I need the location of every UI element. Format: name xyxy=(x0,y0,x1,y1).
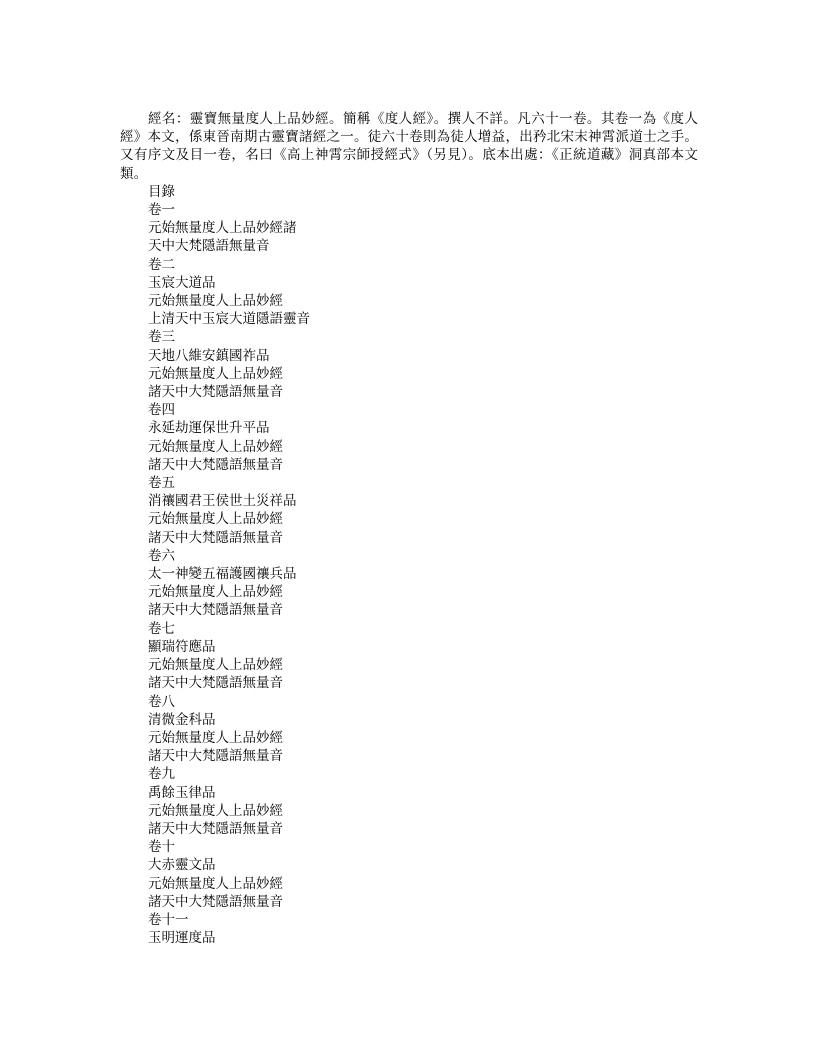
toc-line: 上清天中玉宸大道隱語靈音 xyxy=(148,311,310,328)
toc-line: 元始無量度人上品妙經 xyxy=(148,875,283,892)
toc-line: 卷四 xyxy=(148,402,175,419)
toc-line: 諸天中大梵隱語無量音 xyxy=(148,456,283,473)
toc-line: 卷六 xyxy=(148,547,175,564)
toc-line: 卷五 xyxy=(148,475,175,492)
table-of-contents xyxy=(120,183,698,948)
toc-line: 卷十 xyxy=(148,839,175,856)
toc-line: 禹餘玉律品 xyxy=(148,784,216,801)
toc-line: 卷七 xyxy=(148,620,175,637)
toc-line: 天地八維安鎮國祚品 xyxy=(148,347,270,364)
toc-line: 元始無量度人上品妙經 xyxy=(148,365,283,382)
intro-paragraph: 經名：靈寶無量度人上品妙經。簡稱《度人經》。撰人不詳。凡六十一卷。其卷一為《度人經》本文，係東晉南期古靈寶諸經之一。徒六十卷則為徒人增益，出矜北宋末神霄派道士之手。又有序文及目一卷，名曰《高上神霄宗師授經式》（另見）。底本出處：《正統道藏》洞真部本文類。 xyxy=(120,111,698,182)
toc-line: 諸天中大梵隱語無量音 xyxy=(148,384,283,401)
document-page xyxy=(120,110,698,947)
toc-line: 目錄 xyxy=(148,183,175,200)
toc-line: 清微金科品 xyxy=(148,711,216,728)
toc-line: 諸天中大梵隱語無量音 xyxy=(148,748,283,765)
toc-line: 顯瑞符應品 xyxy=(148,638,216,655)
toc-line: 諸天中大梵隱語無量音 xyxy=(148,602,283,619)
toc-line: 玉宸大道品 xyxy=(148,274,216,291)
toc-line: 大赤靈文品 xyxy=(148,857,216,874)
toc-line: 消禳國君王侯世土災祥品 xyxy=(148,493,297,510)
toc-line: 永延劫運保世升平品 xyxy=(148,420,270,437)
toc-line: 太一神變五福護國禳兵品 xyxy=(148,566,297,583)
toc-line: 元始無量度人上品妙經諸 xyxy=(148,220,297,237)
toc-line: 卷一 xyxy=(148,202,175,219)
toc-line: 卷二 xyxy=(148,256,175,273)
toc-line: 元始無量度人上品妙經 xyxy=(148,657,283,674)
toc-line: 卷九 xyxy=(148,766,175,783)
toc-line: 諸天中大梵隱語無量音 xyxy=(148,820,283,837)
toc-line: 元始無量度人上品妙經 xyxy=(148,293,283,310)
toc-line: 玉明運度品 xyxy=(148,930,216,947)
toc-line: 天中大梵隱語無量音 xyxy=(148,238,270,255)
toc-line: 卷八 xyxy=(148,693,175,710)
toc-line: 諸天中大梵隱語無量音 xyxy=(148,893,283,910)
toc-line: 元始無量度人上品妙經 xyxy=(148,729,283,746)
toc-line: 卷十一 xyxy=(148,911,189,928)
toc-line: 諸天中大梵隱語無量音 xyxy=(148,675,283,692)
toc-line: 卷三 xyxy=(148,329,175,346)
toc-line: 諸天中大梵隱語無量音 xyxy=(148,529,283,546)
toc-line: 元始無量度人上品妙經 xyxy=(148,802,283,819)
toc-line: 元始無量度人上品妙經 xyxy=(148,511,283,528)
toc-line: 元始無量度人上品妙經 xyxy=(148,438,283,455)
toc-line: 元始無量度人上品妙經 xyxy=(148,584,283,601)
